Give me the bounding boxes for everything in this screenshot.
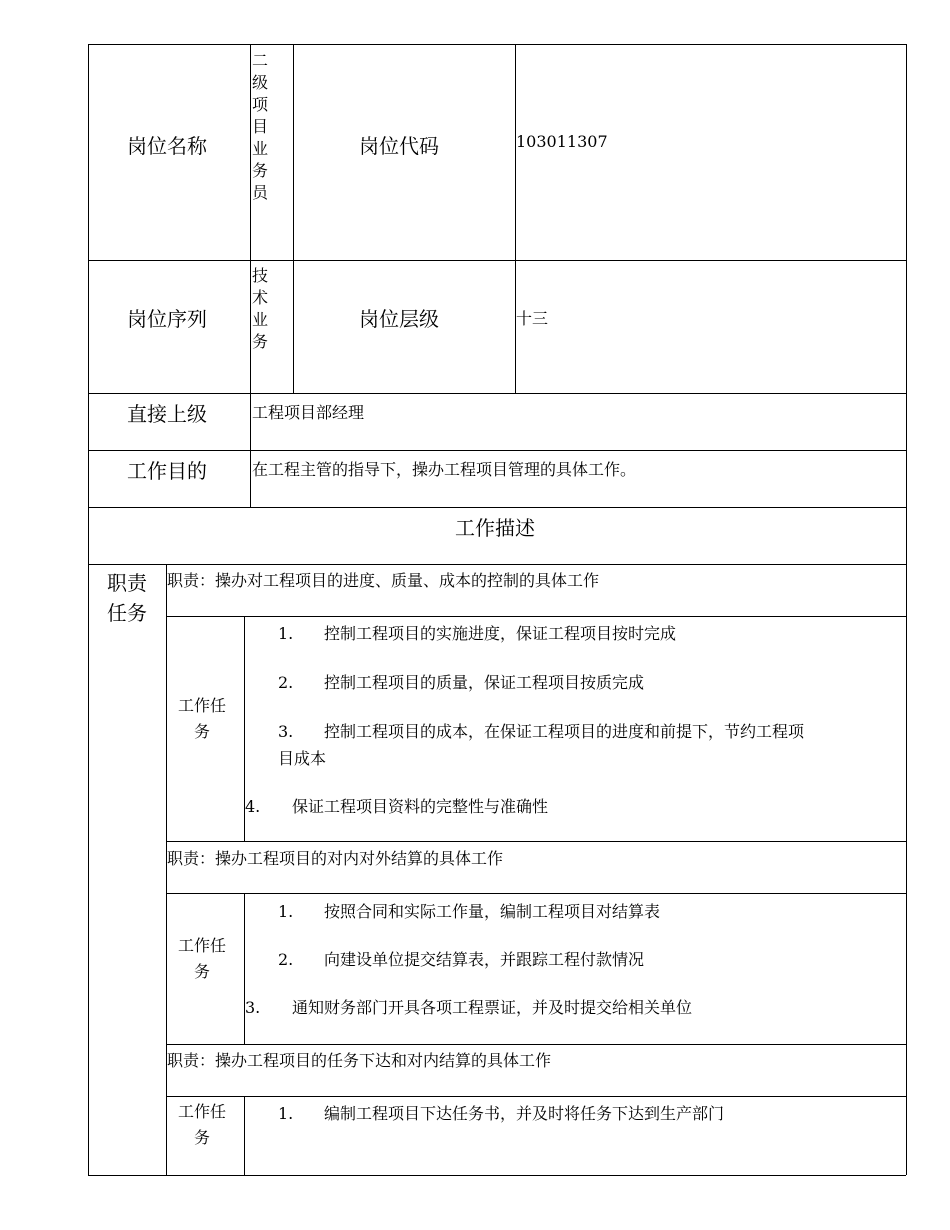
row-divider — [166, 1044, 906, 1045]
task-label: 工作任 务 — [177, 936, 226, 981]
col-divider — [166, 564, 167, 1175]
task-label: 工作任 务 — [177, 696, 226, 741]
post-code-label: 岗位代码 — [359, 134, 439, 158]
task-item: 1. 编制工程项目下达任务书，并及时将任务下达到生产部门 — [278, 1104, 725, 1123]
purpose-label: 工作目的 — [127, 459, 207, 483]
row-divider — [166, 841, 906, 842]
task-item: 4. 保证工程项目资料的完整性与准确性 — [245, 797, 549, 816]
row-divider — [88, 260, 906, 261]
duty-title: 职责：操办对工程项目的进度、质量、成本的控制的具体工作 — [167, 571, 600, 590]
post-name-label: 岗位名称 — [127, 134, 207, 158]
purpose-value: 在工程主管的指导下，操办工程项目管理的具体工作。 — [252, 460, 637, 479]
description-title: 工作描述 — [455, 516, 535, 540]
row-divider — [166, 616, 906, 617]
duties-label: 职责 任务 — [107, 571, 147, 625]
post-sequence-label: 岗位序列 — [127, 307, 207, 331]
border-left — [88, 44, 89, 1175]
col-divider — [244, 1096, 245, 1175]
post-level-label: 岗位层级 — [359, 307, 439, 331]
task-item: 2. 向建设单位提交结算表，并跟踪工程付款情况 — [278, 950, 645, 969]
task-item: 2. 控制工程项目的质量，保证工程项目按质完成 — [278, 673, 645, 692]
row-divider — [166, 1096, 906, 1097]
border-right — [906, 44, 907, 1175]
row-divider — [88, 507, 906, 508]
border-top — [88, 44, 906, 45]
task-item: 3. 通知财务部门开具各项工程票证，并及时提交给相关单位 — [245, 998, 693, 1017]
superior-label: 直接上级 — [127, 402, 207, 426]
col-divider — [515, 44, 516, 393]
task-item: 1. 控制工程项目的实施进度，保证工程项目按时完成 — [278, 624, 677, 643]
superior-value: 工程项目部经理 — [252, 403, 365, 422]
row-divider — [88, 450, 906, 451]
duty-title: 职责：操办工程项目的任务下达和对内结算的具体工作 — [167, 1051, 552, 1070]
col-divider — [293, 44, 294, 393]
post-level-value: 十三 — [516, 309, 549, 328]
post-name-value: 二级项目业务员 — [252, 51, 269, 202]
border-bottom — [88, 1175, 906, 1176]
task-item: 1. 按照合同和实际工作量，编制工程项目对结算表 — [278, 902, 661, 921]
task-label: 工作任 务 — [177, 1102, 226, 1147]
post-code-value: 103011307 — [516, 132, 608, 151]
col-divider — [244, 893, 245, 1044]
task-item: 3. 控制工程项目的成本，在保证工程项目的进度和前提下，节约工程项 目成本 — [278, 722, 805, 768]
row-divider — [88, 564, 906, 565]
row-divider — [166, 893, 906, 894]
row-divider — [88, 393, 906, 394]
post-sequence-value: 技术业务 — [252, 266, 269, 351]
col-divider — [250, 44, 251, 507]
duty-title: 职责：操办工程项目的对内对外结算的具体工作 — [167, 849, 504, 868]
